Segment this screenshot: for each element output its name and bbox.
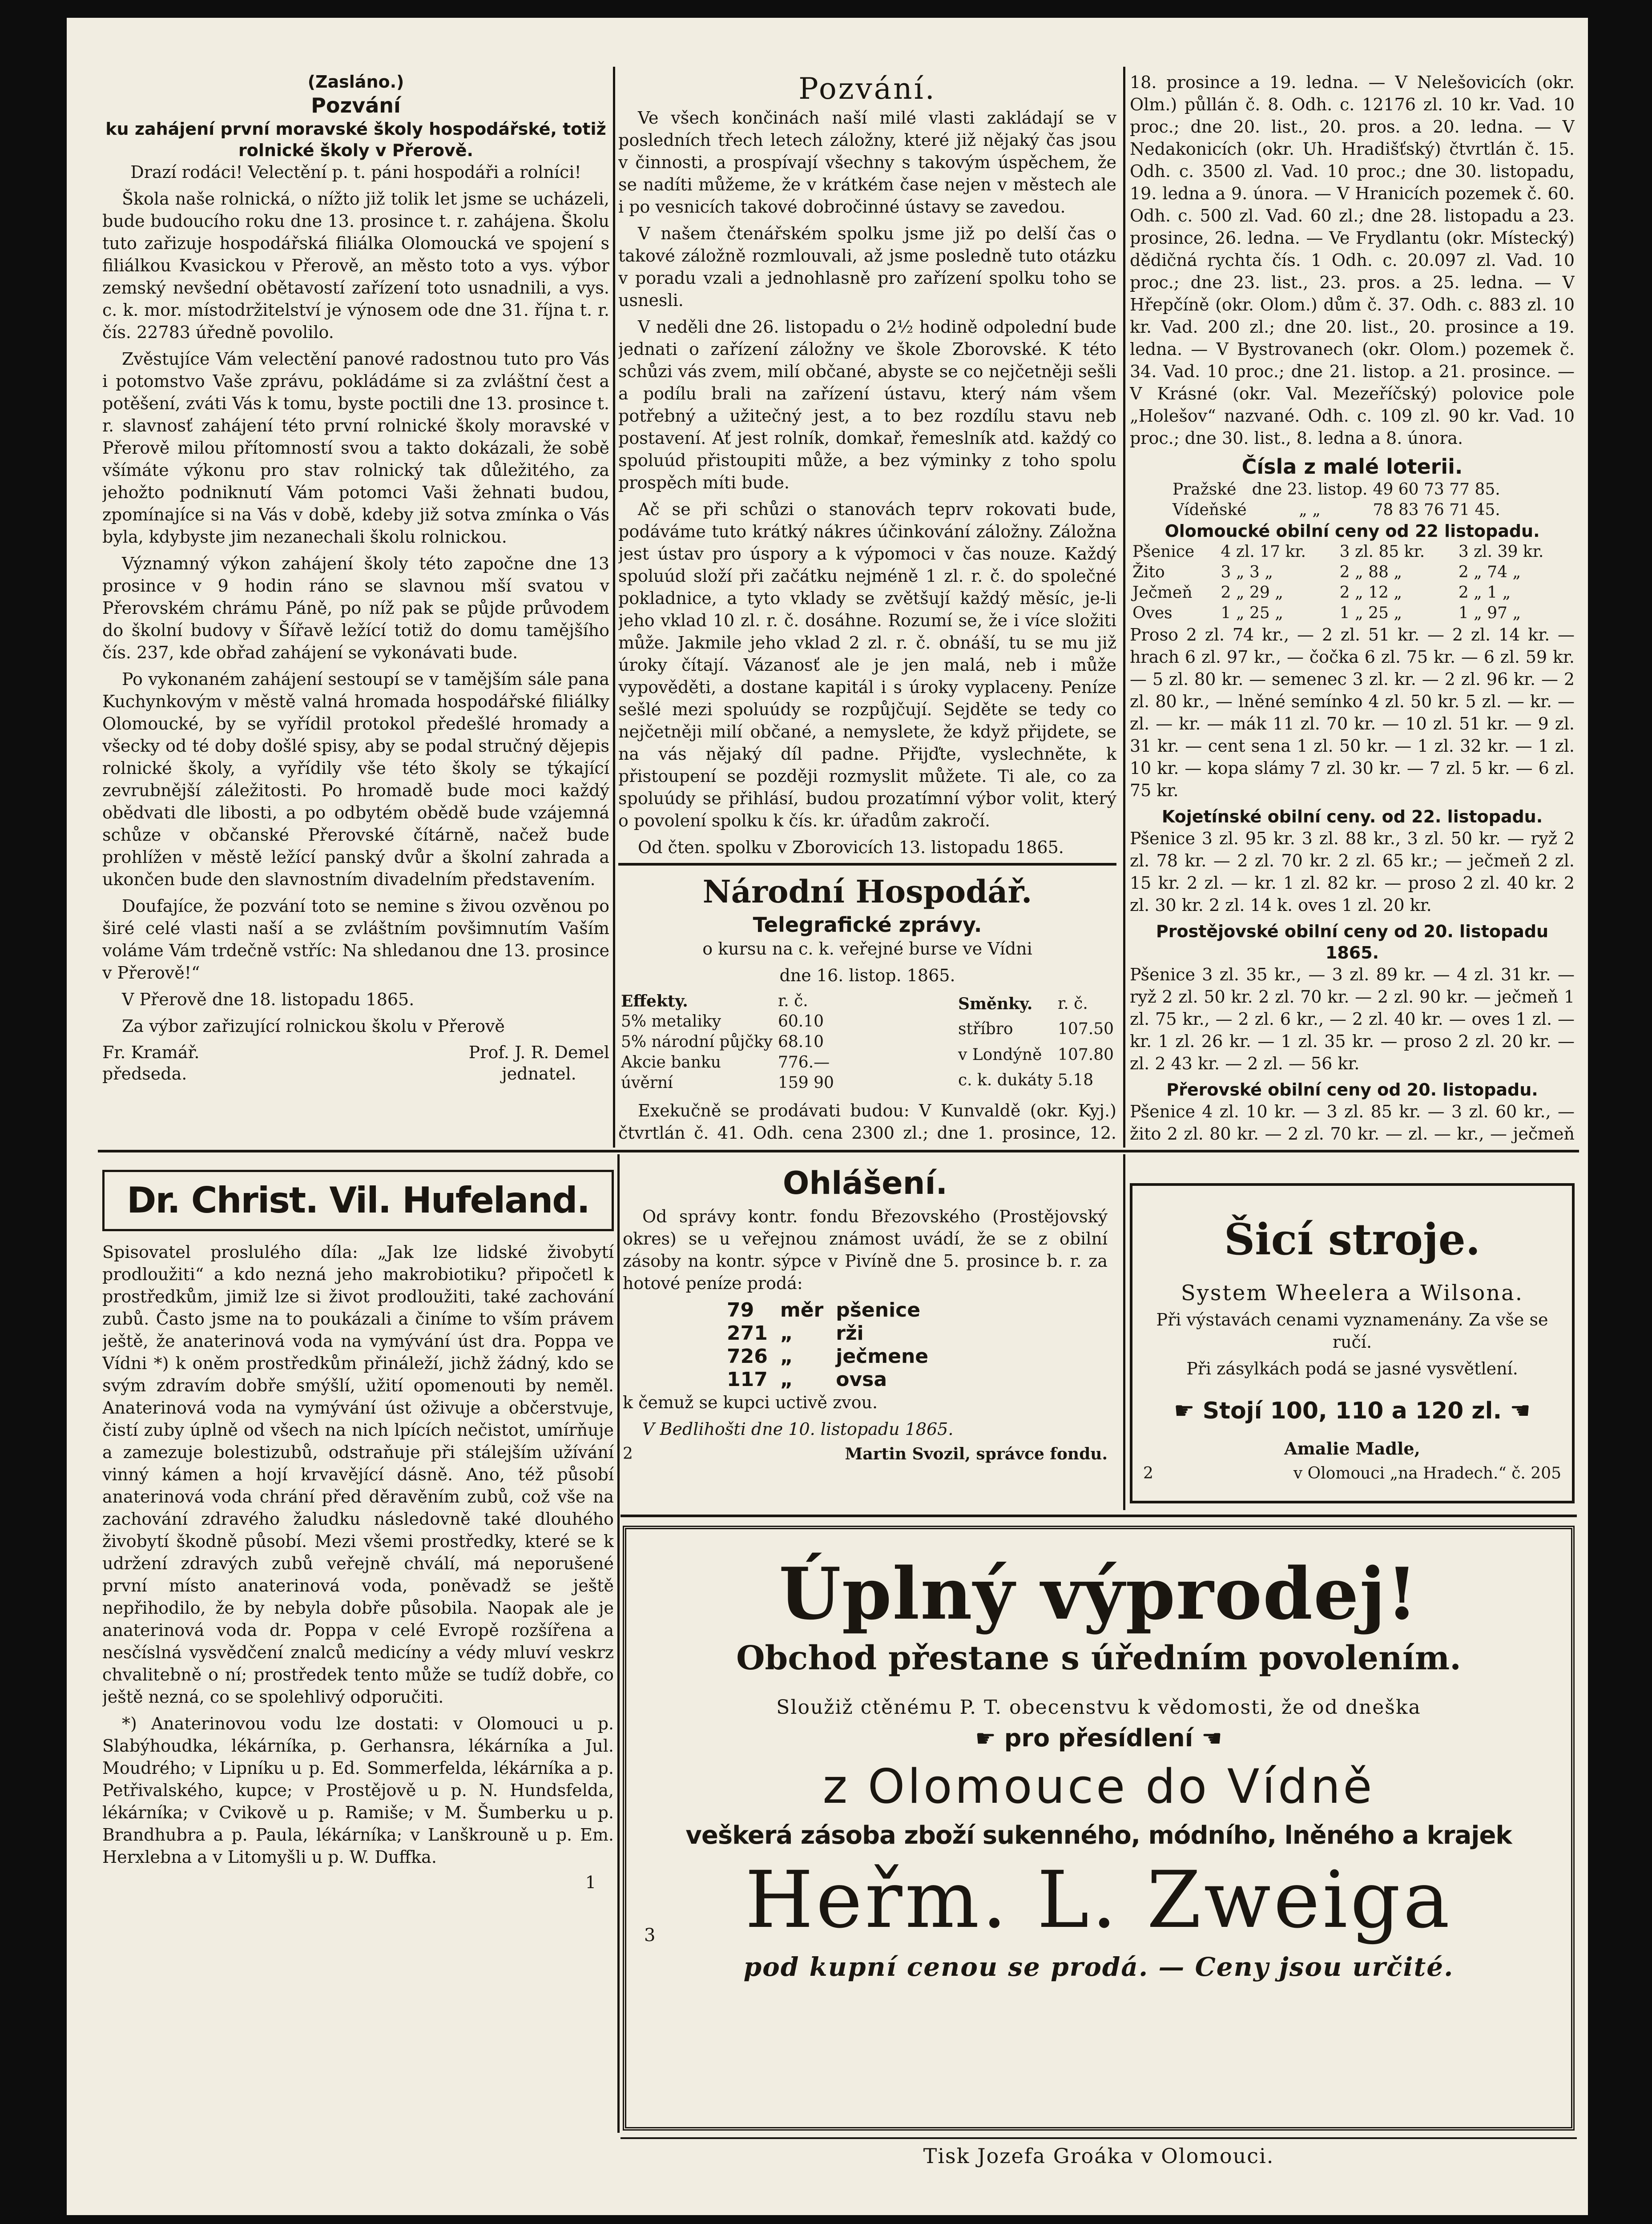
greeting: Drazí rodáci! Velectění p. t. páni hospodáři a rolníci! <box>130 162 581 182</box>
ad-number: 3 <box>644 1925 656 1946</box>
price: 1 „ 25 „ <box>1221 604 1283 622</box>
column-rule-2 <box>1123 67 1125 1148</box>
effekt-value: 159 90 <box>778 1074 834 1092</box>
price: 2 „ 29 „ <box>1221 584 1283 602</box>
list-item <box>721 1299 935 1322</box>
effekt-name: 5% metaliky <box>621 1012 721 1031</box>
paragraph: V našem čtenářském spolku jsme již po delší čas o takové záložně rozmlouvali, až jsme posledně tuto otázku v poradu vzali a jednohlasně pro zařízení spolku toho se usnesli. <box>618 224 1116 310</box>
signature-secretary <box>469 1042 609 1084</box>
price: 2 „ 1 „ <box>1458 584 1511 602</box>
effekt-value: 60.10 <box>778 1012 824 1031</box>
olomouc-prices-title: Olomoucké obilní ceny od 22 listopadu. <box>1164 521 1540 541</box>
column-rule-1 <box>613 67 615 1148</box>
article-title: Pozvání <box>311 93 401 117</box>
grain-name: Ječmeň <box>1132 584 1193 602</box>
effekt-name: 5% národní půjčky <box>621 1033 773 1051</box>
prostejov-prices: Pšenice 3 zl. 35 kr., — 3 zl. 89 kr. — 4 zl. 31 kr. — ryž 2 zl. 50 kr. 2 zl. 70 kr. — 2 zl. 90 kr. — ječmeň 1 zl. 75 kr., — 2 zl. 6 kr., — 2 zl. 40 kr. — oves 1 zl. — kr. 1 zl. 26 kr. — 1 zl. 35 kr. — proso 2 zl. 20 kr. — zl. 2 43 kr. — 2 zl. — 56 kr. <box>1130 965 1575 1073</box>
paragraph: Zvěstujíce Vám velectění panové radostnou tuto pro Vás i potomstvo Vaše zprávu, pokládáme si za zvláštní čest a potěšení, zváti Vás k tomu, byste poctili dne 13. prosince t. r. slavnosť zahájení této první rolnické školy moravské v Přerově milou přítomností svou a takto dokázali, že sobě všímáte výkonu pro stav rolnický tak důležitého, za jehožto podniknutí Vám potomci Vaši žehnati budou, zpomínajíce si na Vás v době, kdeby již sotva zmínka o Vás byla, kdybyste jim nezanechali školu rolnickou. <box>102 349 609 547</box>
signature-chair <box>102 1042 199 1084</box>
ad-rule-1 <box>617 1154 620 2133</box>
ad-sign-row <box>623 1445 1108 1463</box>
ad-sewing-machines <box>1130 1183 1575 1503</box>
lottery-city: Vídeňské <box>1173 501 1247 519</box>
column-invitation-zalozna <box>618 71 1116 1143</box>
table-row <box>1130 542 1575 562</box>
grain-name: pšenice <box>836 1299 921 1322</box>
ad-rule-2 <box>1123 1154 1125 1510</box>
table-row <box>1130 603 1575 624</box>
table-row <box>618 1073 837 1093</box>
zaslano-label: (Zasláno.) <box>307 72 404 92</box>
price: 1 „ 97 „ <box>1458 604 1521 622</box>
ad-text: Při zásylkách podá se jasné vysvětlení. <box>1186 1359 1518 1378</box>
paragraph: Ve všech končinách naší milé vlasti zakládají se v posledních třech letech záložny, které již nějaký čas jsou v činnosti, a prospívají všechny s takovým úspěchem, že se nadíti můžeme, že v krátkém čase nejen v městech ale i po vesnicích takové dobročinné ústavy se zavedou. <box>618 108 1116 217</box>
ad-title: Šicí stroje. <box>1224 1214 1481 1265</box>
ad-seller: Amalie Madle, <box>1284 1438 1420 1458</box>
grain-amount: 117 <box>727 1368 768 1391</box>
ad-body: Od správy kontr. fondu Březovského (Prostějovský okres) se u veřejnou známost uvádí, že se z obilní zásoby na kontr. sýpce v Pivíně dne 5. prosince b. r. za hotové peníze prodá: <box>623 1207 1108 1293</box>
section-rule <box>98 1150 1579 1152</box>
ad-text: Sloužiž ctěnému P. T. obecenstvu k vědomosti, že od dneška <box>776 1696 1421 1719</box>
pointing-hand-icon: ☛ <box>975 1725 996 1752</box>
grain-unit: „ <box>780 1345 793 1368</box>
table-row <box>1130 562 1575 583</box>
list-item <box>721 1368 935 1391</box>
exchange-tables <box>618 991 1116 1093</box>
ad-signature: Martin Svozil, správce fondu. <box>845 1445 1108 1463</box>
prerov-prices: Pšenice 4 zl. 10 kr. — 3 zl. 85 kr. — 3 zl. 60 kr., — žito 2 zl. 80 kr. — 2 zl. 70 kr. — zl. — kr., — ječmeň <box>1130 1102 1575 1143</box>
telegraph-date: dne 16. listop. 1865. <box>779 966 955 985</box>
section-title-narodni-hospodar: Národní Hospodář. <box>702 873 1032 910</box>
ad-title-box <box>102 1170 614 1231</box>
sign-line: Od čten. spolku v Zborovicích 13. listopadu 1865. <box>638 838 1064 857</box>
ad-subtitle: Obchod přestane s úředním povolením. <box>736 1639 1461 1677</box>
ad-number: 2 <box>1143 1464 1153 1483</box>
smenky-unit: r. č. <box>1058 994 1088 1013</box>
grain-name: rži <box>836 1322 864 1345</box>
paragraph: Škola naše rolnická, o nížto již tolik let jsme se ucházeli, bude budoucího roku dne 13. prosince t. r. zahájena. Školu tuto zařizuje hospodářská filiálka Olomoucká ve spojení s filiálkou Kvasickou v Přerově, an město toto a vys. výbor zemský nevšední obětavostí zařízení toto usnadnili, a vys. c. k. mor. místodržitelství je výnosem ode dne 31. října t. r. čís. 22783 úředně povolilo. <box>102 189 609 342</box>
execution-sales-cont: 18. prosince a 19. ledna. — V Nelešovicích (okr. Olm.) půllán č. 8. Odh. c. 12176 zl. 10 kr. Vad. 10 proc.; dne 20. list., 20. pros. a 20. ledna. — V Nedakonicích (okr. Uh. Hradišťský) čtvrtlán č. 15. Odh. c. 3500 zl. Vad. 10 proc.; dne 30. listopadu, 19. ledna a 9. února. — V Hranicích pozemek č. 60. Odh. c. 500 zl. Vad. 60 zl.; dne 28. listopadu a 23. prosince, 26. ledna. — Ve Frydlantu (okr. Místecký) dědičná rychta čís. 1 Odh. c. 20.097 zl. Vad. 10 proc.; dne 23. list., 23. pros. a 25. ledna. — V Hřepčíně (okr. Olom.) dům č. 37. Odh. c. 883 zl. 10 kr. Vad. 200 zl.; dne 20. list., 20. prosince a 19. ledna. — V Bystrovanech (okr. Olom.) pozemek č. 34. Vad. 10 proc.; dne 21. listop. a 21. prosince. — V Krásné (okr. Val. Mezeříčský) polovice pole „Holešov“ nazvané. Odh. c. 109 zl. 90 kr. Vad. 10 proc.; dne 30. list., 8. ledna a 8. února. <box>1130 73 1575 448</box>
newspaper-page <box>67 18 1588 2215</box>
effekt-value: 776.— <box>778 1053 830 1072</box>
olomouc-prices-more: Proso 2 zl. 74 kr., — 2 zl. 51 kr. — 2 zl. 14 kr. — hrach 6 zl. 97 kr., — čočka 6 zl. 75 kr. — 6 zl. 59 kr. — 5 zl. 80 kr. — semenec 3 zl. kr. — 2 zl. 96 kr. — 2 zl. 80 kr., — lněné semínko 4 zl. 50 kr. 5 zl. — kr. — zl. — kr. — mák 11 zl. 70 kr. — 10 zl. 51 kr. — 9 zl. 31 kr. — cent sena 1 zl. 50 kr. — 1 zl. 32 kr. — 1 zl. 10 kr. — kopa slámy 7 zl. 30 kr. — 7 zl. 5 kr. — 6 zl. 75 kr. <box>1130 625 1575 800</box>
price: 2 „ 88 „ <box>1339 563 1402 581</box>
prerov-prices-title: Přerovské obilní ceny od 20. listopadu. <box>1166 1080 1538 1100</box>
table-row <box>1170 500 1503 520</box>
grain-name: Pšenice <box>1132 543 1195 561</box>
ad-sale-terms: pod kupní cenou se prodá. — Ceny jsou určité. <box>743 1952 1454 1982</box>
ad-goods: veškerá zásoba zboží sukenného, módního, lněného a krajek <box>685 1821 1512 1850</box>
dateline: V Přerově dne 18. listopadu 1865. <box>122 990 415 1009</box>
effekt-name: úvěrní <box>621 1074 673 1092</box>
effekty-header: Effekty. <box>621 992 688 1011</box>
grain-name: ječmene <box>836 1345 929 1368</box>
signatures <box>102 1042 609 1084</box>
list-item <box>721 1345 935 1368</box>
lottery-table <box>1170 479 1503 520</box>
table-row <box>618 1032 837 1052</box>
printer-imprint: Tisk Jozefa Groáka v Olomouci. <box>923 2144 1274 2168</box>
article-subtitle: ku zahájení první moravské školy hospodářské, totiž rolnické školy v Přerově. <box>105 119 606 160</box>
olomouc-prices-table <box>1130 542 1575 624</box>
price: 3 „ 3 „ <box>1221 563 1273 581</box>
smenka-name: stříbro <box>958 1020 1013 1039</box>
ad-address: v Olomouci „na Hradech.“ č. 205 <box>1293 1464 1561 1483</box>
paragraph: Po vykonaném zahájení sestoupí se v tamějším sále pana Kuchynkovým v městě valná hromada hospodářské filiálky Olomoucké, by se vyřídil protokol předešlé hromady a všecky od té doby došlé spisy, aby se podal stručný dějepis rolnické školy, a vyřídily vše této školy se týkající zevrubnější záležitosti. Po hromadě bude moci každý obědvati dle libosti, a po odbytém obědě bude vzájemná schůze v občanské Přerovské čítárně, načež bude prohlížen v městě ležící panský dvůr a školní zahrada a ukončen bude den slavnostním divadelním představením. <box>102 669 609 889</box>
smenky-table <box>955 991 1116 1093</box>
telegraph-title: Telegrafické zprávy. <box>753 913 982 937</box>
ad-route: z Olomouce do Vídně <box>822 1759 1375 1814</box>
prostejov-prices-title: Prostějovské obilní ceny od 20. listopadu 1865. <box>1156 922 1549 963</box>
paragraph: Významný výkon zahájení školy této započne dne 13 prosince v 9 hodin ráno se slavnou mší svatou v Přerovském chrámu Páně, po níž pak se půjde průvodem do školní budovy v Šířavě ležící totiž do domu tamějšího čís. 237, kde obřad zahájení se vykonávati bude. <box>102 554 609 662</box>
committee-line: Za výbor zařizující rolnickou školu v Přerově <box>122 1016 505 1036</box>
footer-rule <box>621 2137 1577 2139</box>
lottery-date: „ „ <box>1299 501 1321 519</box>
kojetin-prices-title: Kojetínské obilní ceny. od 22. listopadu. <box>1161 807 1543 826</box>
paragraph: Doufajíce, že pozvání toto se nemine s živou ozvěnou po širé celé vlasti naší a se zvláštním povšimnutím Vaším voláme Vám trdečně vstříc: Na shledanou dne 13. prosince v Přerově!“ <box>102 896 609 983</box>
table-row <box>955 1042 1116 1068</box>
article-title: Pozvání. <box>798 72 936 106</box>
paragraph: Ač se při schůzi o stanovách teprv rokovati bude, podáváme tuto krátký nákres účinkování záložny. Záložna jest ústav pro úspory a k výpomoci v čas nouze. Každý spoluúd složí při začátku nejméně 1 zl. r. č. do společné pokladnice, a tyto vklady se zvětšují každý měsíc, je-li jeho vklad 10 zl. r. č. dosáhne. Rozumí se, že i více složiti může. Jakmile jeho vklad 2 zl. r. č. obnáší, tu se mu již úroky čítají. Vázanosť ale je jen malá, neb i může vypověděti, a dostane kapitál i s úroky vyplaceny. Peníze sešlé mezi spoluúdy se rozpůjčují. Sejděte se tedy co nejčetněji milí občané, a nemyslete, že když přijdete, se na vás nějaký díl padne. Přijďte, vyslechněte, k přistoupení se později rozmyslit můžete. Ti ale, co za spoluúdy se přihlásí, budou prozatímní výbor volit, který o povolení spolku k čís. kr. úřadům zakročí. <box>618 500 1116 830</box>
ad-ohlaseni <box>623 1165 1108 1512</box>
grain-unit: „ <box>780 1322 793 1345</box>
grain-unit: „ <box>780 1368 793 1391</box>
smenka-value: 5.18 <box>1058 1071 1094 1090</box>
ad-title: Ohlášení. <box>782 1165 948 1201</box>
table-row <box>1170 479 1503 500</box>
signature-name: Fr. Kramář. <box>102 1043 200 1062</box>
kojetin-prices: Pšenice 3 zl. 95 kr. 3 zl. 88 kr., 3 zl. 50 kr. — ryž 2 zl. 78 kr. — 2 zl. 70 kr. 2 zl. 65 kr.; — ječmeň 2 zl. 15 kr. 2 zl. — kr. 1 zl. 82 kr. — proso 2 zl. 40 kr. 2 zl. 30 kr. 2 zl. 14 k. oves 1 zl. 20 kr. <box>1130 829 1575 915</box>
ad-address-row <box>1143 1464 1561 1483</box>
price: 2 „ 12 „ <box>1339 584 1402 602</box>
grain-name: Žito <box>1132 563 1165 581</box>
smenky-header: Směnky. <box>958 994 1033 1013</box>
column-invitation-school <box>102 71 609 1143</box>
table-row <box>618 1052 837 1073</box>
price: 2 „ 74 „ <box>1458 563 1521 581</box>
execution-sales: Exekučně se prodávati budou: V Kunvaldě (okr. Kyj.) čtvrtlán č. 41. Odh. cena 2300 zl.; dne 1. prosince, 12. <box>618 1101 1116 1143</box>
lottery-numbers: 49 60 73 77 85. <box>1373 480 1500 499</box>
effekt-value: 68.10 <box>778 1033 824 1051</box>
table-row <box>618 1011 837 1032</box>
grain-unit: měr <box>780 1299 824 1322</box>
effekt-name: Akcie banku <box>621 1053 721 1072</box>
table-row <box>1130 583 1575 603</box>
ad-rule-3 <box>621 1515 1577 1517</box>
effekty-unit: r. č. <box>778 992 808 1010</box>
ad-clearance-sale <box>623 1526 1575 2131</box>
smenka-value: 107.50 <box>1058 1020 1114 1039</box>
telegraph-subtitle: o kursu na c. k. veřejné burse ve Vídni <box>702 939 1032 959</box>
ad-price: Stojí 100, 110 a 120 zl. <box>1202 1398 1502 1424</box>
lottery-date: dne 23. listop. <box>1252 480 1368 499</box>
lottery-numbers: 78 83 76 71 45. <box>1373 501 1500 519</box>
price: 3 zl. 39 kr. <box>1458 543 1544 561</box>
signature-role: předseda. <box>102 1064 187 1084</box>
lottery-title: Čísla z malé loterii. <box>1241 455 1463 479</box>
ad-relocation: pro přesídlení <box>1004 1724 1193 1752</box>
paragraph: V neděli dne 26. listopadu o 2½ hodině odpolední bude jednati o zařízení záložny ve škole Zborovské. K této schůzi vás zvem, milí občané, abyste se co nejčetněji sešli a podílu brali na zařízení ústavu, který nám všem potřebný a užitečný jest, a to bez rozdílu stavu neb postavení. Ať jest rolník, domkař, řemeslník atd. každý co spoluúd přistoupiti může, a bez výminky z toho spolu prospěch míti bude. <box>618 317 1116 492</box>
ad-text: Při výstavách cenami vyznamenány. Za vše se ručí. <box>1156 1310 1548 1352</box>
smenka-value: 107.80 <box>1058 1045 1114 1064</box>
effekty-table <box>618 991 837 1093</box>
smenka-name: v Londýně <box>958 1045 1042 1064</box>
ad-title: Úplný výprodej! <box>779 1552 1418 1636</box>
pointing-hand-icon: ☚ <box>1510 1398 1531 1424</box>
table-row <box>955 1017 1116 1043</box>
list-item <box>721 1322 935 1345</box>
ad-relocation-row <box>662 1721 1535 1756</box>
ad-title: Dr. Christ. Vil. Hufeland. <box>127 1180 589 1221</box>
ad-footnote: *) Anaterinovou vodu lze dostati: v Olomouci u p. Slabýhoudka, lékárníka, p. Gerhansra, lékárníka a Jul. Moudrého; v Lipníku u p. Ed. Sommerfelda, lékárníka a p. Petřivalského, kupce; v Prostějově u p. N. Hundsfelda, lékárníka; v Cvikově u p. Ramiše; v M. Šumberku u p. Brandhubra a p. Paula, lékárníka; v Lanškrouně u p. Em. Herxlebna a v Litomyšli u p. W. Duffka. <box>102 1714 614 1867</box>
ad-invite: k čemuž se kupci uctivě zvou. <box>623 1393 878 1412</box>
grain-amount: 726 <box>727 1345 768 1368</box>
grain-name: ovsa <box>836 1368 887 1391</box>
signature-name: Prof. J. R. Demel <box>468 1043 609 1062</box>
signature-role: jednatel. <box>501 1064 576 1084</box>
price: 4 zl. 17 kr. <box>1221 543 1306 561</box>
grain-amount: 271 <box>727 1322 768 1345</box>
ad-number: 2 <box>623 1445 633 1463</box>
grain-name: Oves <box>1132 604 1173 622</box>
grain-amount: 79 <box>727 1299 754 1322</box>
divider <box>618 863 1116 866</box>
ad-number: 1 <box>585 1873 596 1892</box>
ad-date: V Bedlihošti dne 10. listopadu 1865. <box>642 1419 954 1439</box>
column-markets <box>1130 71 1575 1143</box>
ad-price-row <box>1143 1393 1561 1429</box>
ad-hufeland <box>102 1170 614 2117</box>
price: 1 „ 25 „ <box>1339 604 1402 622</box>
ad-system: System Wheelera a Wilsona. <box>1181 1281 1524 1305</box>
pointing-hand-icon: ☚ <box>1201 1725 1222 1752</box>
pointing-hand-icon: ☛ <box>1174 1398 1195 1424</box>
grain-list <box>721 1299 935 1391</box>
table-row <box>955 1068 1116 1094</box>
ad-body: Spisovatel proslulého díla: „Jak lze lidské živobytí prodloužiti“ a kdo nezná jeho makrobiotiku? připočetl k prostředkům, jimiž lze si život prodloužiti, také zachování zubů. Často jsme na to poukázali a činíme to vším právem ještě, že anaterinová voda na vymývání úst dra. Poppa ve Vídni *) k oněm prostředkům přináleží, jichž žádný, kdo se svým zdravím dobře smýšlí, užití opomenouti by neměl. Anaterinová voda na vymývání úst oživuje a občerstvuje, čistí zuby úplně od všech na nich lpících nečistot, umírňuje a zamezuje bolestizubů, odstraňuje při stálejším užívání vinný kámen a hojí krvavějící dásně. Ano, též působí anaterinová voda chrání před děravěním zubů, což vše na zachování zdravého žaludku následovně také dlouhého živobytí škodně působí. Mezi všemi prostředky, které se k udržení zdravých zubů veřejně chválí, má neporušené první místo anaterinová voda, poněvadž se ještě nepřihodilo, že by nebyla dobře působila. Naopak ale je anaterinová voda dr. Poppa v celé Evropě rozšířena a nesčíslná vysvědčení znalců medicíny a védy mluví veskrz chvalitebně o ní; prostředek tento může se tudíž dobře, co ještě nezná, co se spolehlivý odporučiti. <box>102 1242 614 1707</box>
lottery-city: Pražské <box>1173 480 1237 499</box>
price: 3 zl. 85 kr. <box>1339 543 1425 561</box>
ad-merchant-name: Heřm. L. Zweiga <box>745 1854 1453 1946</box>
smenka-name: c. k. dukáty <box>958 1071 1053 1090</box>
